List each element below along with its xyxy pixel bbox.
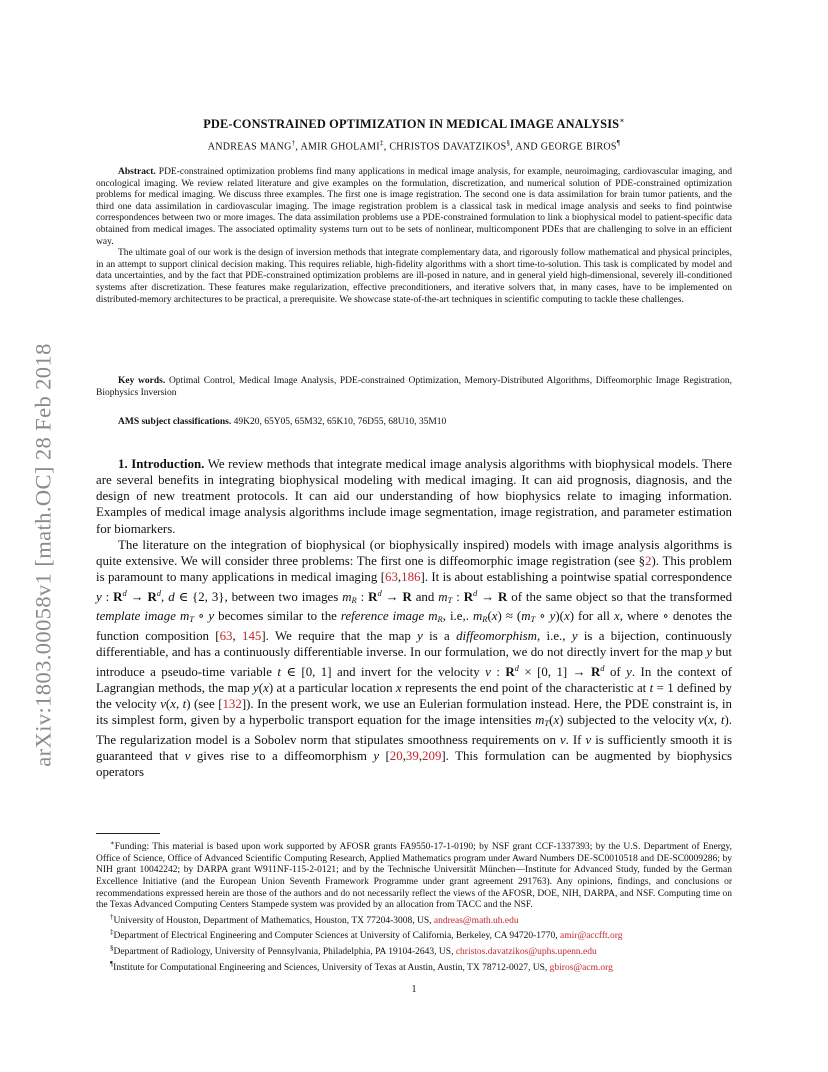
author-list — [96, 139, 732, 152]
footnote-divider — [96, 833, 160, 834]
citation-link[interactable]: 145 — [242, 628, 262, 643]
arxiv-stamp — [22, 270, 66, 840]
citation-link[interactable]: 63 — [385, 570, 398, 585]
intro-text: , i.e,. — [442, 609, 473, 624]
intro-text: We review methods that integrate medical image analysis algorithms with biophysical models. There are several benefits in integrating biophysical modeling with medical imaging. It can aid prognosis, diagnosis, and the design of new treatment protocols. It can aid our understanding of how biophysics relate to imaging information. Examples of medical image analysis algorithms include image segmentation, image registration, and parameter estimation for biomarkers. — [96, 457, 732, 536]
keywords — [96, 376, 732, 399]
author-name: CHRISTOS DAVATZIKOS — [389, 141, 507, 153]
intro-text: ]. It is about establishing a pointwise spatial correspondence — [420, 570, 733, 585]
email-link[interactable]: andreas@math.uh.edu — [433, 915, 519, 926]
title-footnote-mark[interactable]: ∗ — [619, 116, 625, 125]
intro-text: of — [604, 664, 627, 679]
author-footnote-mark[interactable]: † — [291, 139, 296, 147]
footnote-mark: § — [110, 944, 114, 953]
author-name: ANDREAS MANG — [207, 141, 292, 153]
intro-text: is a — [422, 628, 457, 643]
funding-footnote — [96, 838, 732, 912]
citation-link[interactable]: 186 — [401, 570, 421, 585]
intro-text: , where ∘ denotes the function composition [ — [96, 609, 733, 643]
introduction-section — [96, 456, 732, 780]
citation-link[interactable]: 63 — [219, 628, 233, 643]
intro-text: , i.e., — [537, 628, 572, 643]
intro-text: defined by the velocity — [96, 681, 732, 712]
affiliation-footnote — [96, 927, 732, 943]
intro-text: of the same object so that the transformed — [507, 590, 733, 605]
email-link[interactable]: christos.davatzikos@uphs.upenn.edu — [455, 947, 597, 958]
intro-text: is sufficiently smooth it is guaranteed that — [96, 732, 732, 763]
intro-text: , between two images — [224, 590, 343, 605]
intro-text: ]. This formulation can be augmented by biophysics operators — [96, 748, 733, 779]
abstract-text: The ultimate goal of our work is the design of inversion methods that integrate complementary data, and rigorously follow mathematical and physical principles, in an attempt to support clinical decision making. This requires reliable, high-fidelity algorithms with a short time-to-solution. This task is complicated by model and data uncertainties, and by the fact that PDE-constrained optimization problems are ill-posed in nature, and in general yield high-dimensional, severely ill-conditioned systems after discretization. These features make regularization, effective preconditioners, and iterative solvers that, in many cases, have to be implemented on distributed-memory architectures to be practical, a prerequisite. We showcase state-of-the-art techniques in scientific computing to tackle these challenges. — [96, 248, 732, 305]
author-footnote-mark[interactable]: ‡ — [379, 139, 384, 147]
author-footnote-mark[interactable]: § — [506, 139, 511, 147]
emphasis: template image — [96, 609, 176, 624]
affiliation-footnote — [96, 912, 732, 928]
citation-link[interactable]: 39 — [405, 748, 419, 763]
emphasis: diffeomorphism — [456, 628, 537, 643]
affiliation-footnote — [96, 943, 732, 959]
ams-classifications — [96, 417, 732, 429]
intro-text: at a particular location — [273, 681, 396, 696]
intro-text: is a bijection, continuously differentiable, and has a continuously differentiable inverse. In our formulation, we do not directly invert for the map — [96, 628, 733, 659]
intro-text: but introduce a pseudo-time variable — [96, 644, 732, 679]
intro-text: gives rise to a diffeomorphism — [190, 748, 374, 763]
abstract-text: PDE-constrained optimization problems find many applications in medical image analysis, for example, neuroimaging, cardiovascular imaging, and oncological imaging. We review related literature and give examples on the formulation, discretization, and numerical solution of PDE-constrained optimization problems for medical imaging. We discuss three examples. The first one is image registration. The second one is data assimilation for brain tumor patients, and the third one data assimilation in cardiovascular imaging. The image registration problem is a classical task in medical image analysis and seeks to find pointwise correspondences between two or more images. The data assimilation problems use a PDE-constrained formulation to link a biophysical model to patient-specific data obtained from medical images. The associated optimality systems turn out to be sets of nonlinear, multicomponent PDEs that are challenging to solve in an efficient way. — [96, 167, 733, 247]
section-link[interactable]: 2 — [645, 553, 652, 568]
arxiv-identifier: arXiv:1803.00058v1 [math.OC] 28 Feb 2018 — [31, 343, 56, 767]
author-name: GEORGE BIROS — [540, 141, 617, 153]
author-separator: , — [383, 141, 390, 153]
intro-text: represents the end point of the characteristic at — [401, 681, 650, 696]
intro-text: ]. We require that the map — [261, 628, 418, 643]
keywords-label: Key words. — [118, 376, 166, 386]
footnote-text: Institute for Computational Engineering and Sciences, University of Texas at Austin, Austin, TX 78712-0027, US, — [113, 963, 550, 974]
intro-text: for all — [574, 609, 615, 624]
keywords-text: Optimal Control, Medical Image Analysis, PDE-constrained Optimization, Memory-Distributed Algorithms, Diffeomorphic Image Registration, Biophysics Inversion — [96, 376, 733, 398]
intro-text: becomes similar to the — [214, 609, 341, 624]
math-inline: m — [438, 590, 448, 605]
intro-paragraph: The literature on the integration of biophysical (or biophysically inspired) models with image analysis algorithms is quite extensive. We will consider three problems: The first one is diffeomorphic image registration (see §2). This problem is paramount to many applications in medical imaging [63,186]. It is about establishing a pointwise spatial correspondence y : $R^d \to R^d$, d ∈ {2, 3}, between two images $m_R$ : $R^d \to R$ and $m_T$ : $R^d \to R$ of the same object so that the transformed template image $m_T$ ∘ y becomes similar to the reference image $m_R$, i.e,. $m_R(x) \approx (m_T$ ∘ y)(x) for all x, where ∘ denotes the function composition [63, 145]. We require that the map y is a diffeomorphism, i.e., y is a bijection, continuously differentiable, and has a continuously differentiable inverse. In our formulation, we do not directly invert for the map y but introduce a pseudo-time variable t ∈ [0, 1] and invert for the velocity v : $R^d \times [0$, $1] \to R^d$ of y. In the context of Lagrangian methods, the map y(x) at a particular location x represents the end point of the characteristic at t = 1 defined by the velocity v(x, t) (see [132]). In the present work, we use an Eulerian formulation instead. Here, the PDE constraint is, in its simplest form, given by a hyperbolic transport equation for the image intensities $m_T(x)$ subjected to the velocity v(x, t). The regularization model is a Sobolev norm that stipulates smoothness requirements on v. If v is sufficiently smooth it is guaranteed that v gives rise to a diffeomorphism y [20,39,209]. This formulation can be augmented by biophysics operators — [96, 537, 733, 779]
footnote-text: Department of Electrical Engineering and Computer Sciences at University of California, Berkeley, CA 94720-1770, — [113, 931, 561, 942]
footnote-mark: ∗ — [110, 839, 115, 847]
abstract — [96, 167, 732, 306]
author-footnote-mark[interactable]: ¶ — [616, 139, 621, 147]
math-inline: m — [342, 590, 352, 605]
citation-link[interactable]: 132 — [222, 697, 242, 712]
emphasis: reference image — [340, 609, 425, 624]
intro-text: and invert for the velocity — [331, 664, 486, 679]
ams-label: AMS subject classifications. — [118, 417, 232, 427]
affiliation-footnote — [96, 959, 732, 975]
intro-text: The literature on the integration of biophysical (or biophysically inspired) models with image analysis algorithms is quite extensive. We will consider three problems: The first one is diffeomorphic image registration (see § — [96, 537, 732, 568]
footnote-mark: † — [110, 912, 114, 921]
intro-text: subjected to the velocity — [563, 713, 699, 728]
page-number: 1 — [411, 984, 417, 995]
abstract-label: Abstract. — [118, 167, 156, 177]
author-name: AMIR GHOLAMI — [300, 141, 380, 153]
intro-text: . In the context of Lagrangian methods, the map — [96, 664, 733, 696]
email-link[interactable]: amir@accfft.org — [560, 931, 623, 942]
intro-text: and — [411, 590, 439, 605]
ams-text: 49K20, 65Y05, 65M32, 65K10, 76D55, 68U10, 35M10 — [233, 417, 447, 427]
intro-paragraph — [96, 456, 732, 537]
footnote-text: Funding: This material is based upon work supported by AFOSR grants FA9550-17-1-0190; by NSF grant CCF-1337393; by the U.S. Department of Energy, Office of Science, Office of Advanced Scientific Computing Research, Applied Mathematics program under Award Numbers DE-SC0010518 and DE-SC0009286; by NIH grant 10042242; by DARPA grant W911NF-115-2-0121; and by the Technische Universität München—Institute for Advanced Study, funded by the German Excellence Initiative (and the European Union Seventh Framework Programme under grant agreement 291763). Any opinions, findings, and conclusions or recommendations expressed herein are those of the authors and do not necessarily reflect the views of the AFOSR, DOE, NIH, DARPA, and NSF. Computing time on the Texas Advanced Computing Centers Stampede system was provided by an allocation from TACC and the NSF. — [96, 842, 732, 911]
intro-text: . If — [565, 732, 586, 747]
footnote-mark: ‡ — [110, 928, 114, 937]
intro-text: . The regularization model is a Sobolev norm that stipulates smoothness requirements on — [96, 713, 732, 747]
abstract-paragraph — [96, 167, 732, 248]
math-inline: y — [96, 590, 102, 605]
footnote-text: Department of Radiology, University of Pennsylvania, Philadelphia, PA 19104-2643, US, — [113, 947, 456, 958]
paper-title — [96, 116, 732, 132]
intro-text: ]). In the present work, we use an Eulerian formulation instead. Here, the PDE constraint is, in its simplest form, given by a hyperbolic transport equation for the image intensities — [96, 697, 733, 728]
section-heading: 1. Introduction. — [118, 457, 205, 471]
intro-text: [ — [379, 748, 390, 763]
intro-text: (see [ — [190, 697, 223, 712]
paper-title-text: PDE-CONSTRAINED OPTIMIZATION IN MEDICAL IMAGE ANALYSIS — [203, 117, 620, 132]
author-separator: , AND — [510, 141, 541, 153]
citation-link[interactable]: 209 — [422, 748, 442, 763]
intro-text: ). This problem is paramount to many applications in medical imaging [ — [96, 553, 732, 585]
abstract-paragraph — [96, 248, 732, 306]
footnote-mark: ¶ — [110, 959, 114, 968]
citation-link[interactable]: 20 — [389, 748, 403, 763]
footnote-text: University of Houston, Department of Mathematics, Houston, TX 77204-3008, US, — [113, 915, 434, 926]
footnotes — [96, 838, 732, 975]
author-separator: , — [295, 141, 301, 153]
email-link[interactable]: gbiros@acm.org — [549, 963, 613, 974]
